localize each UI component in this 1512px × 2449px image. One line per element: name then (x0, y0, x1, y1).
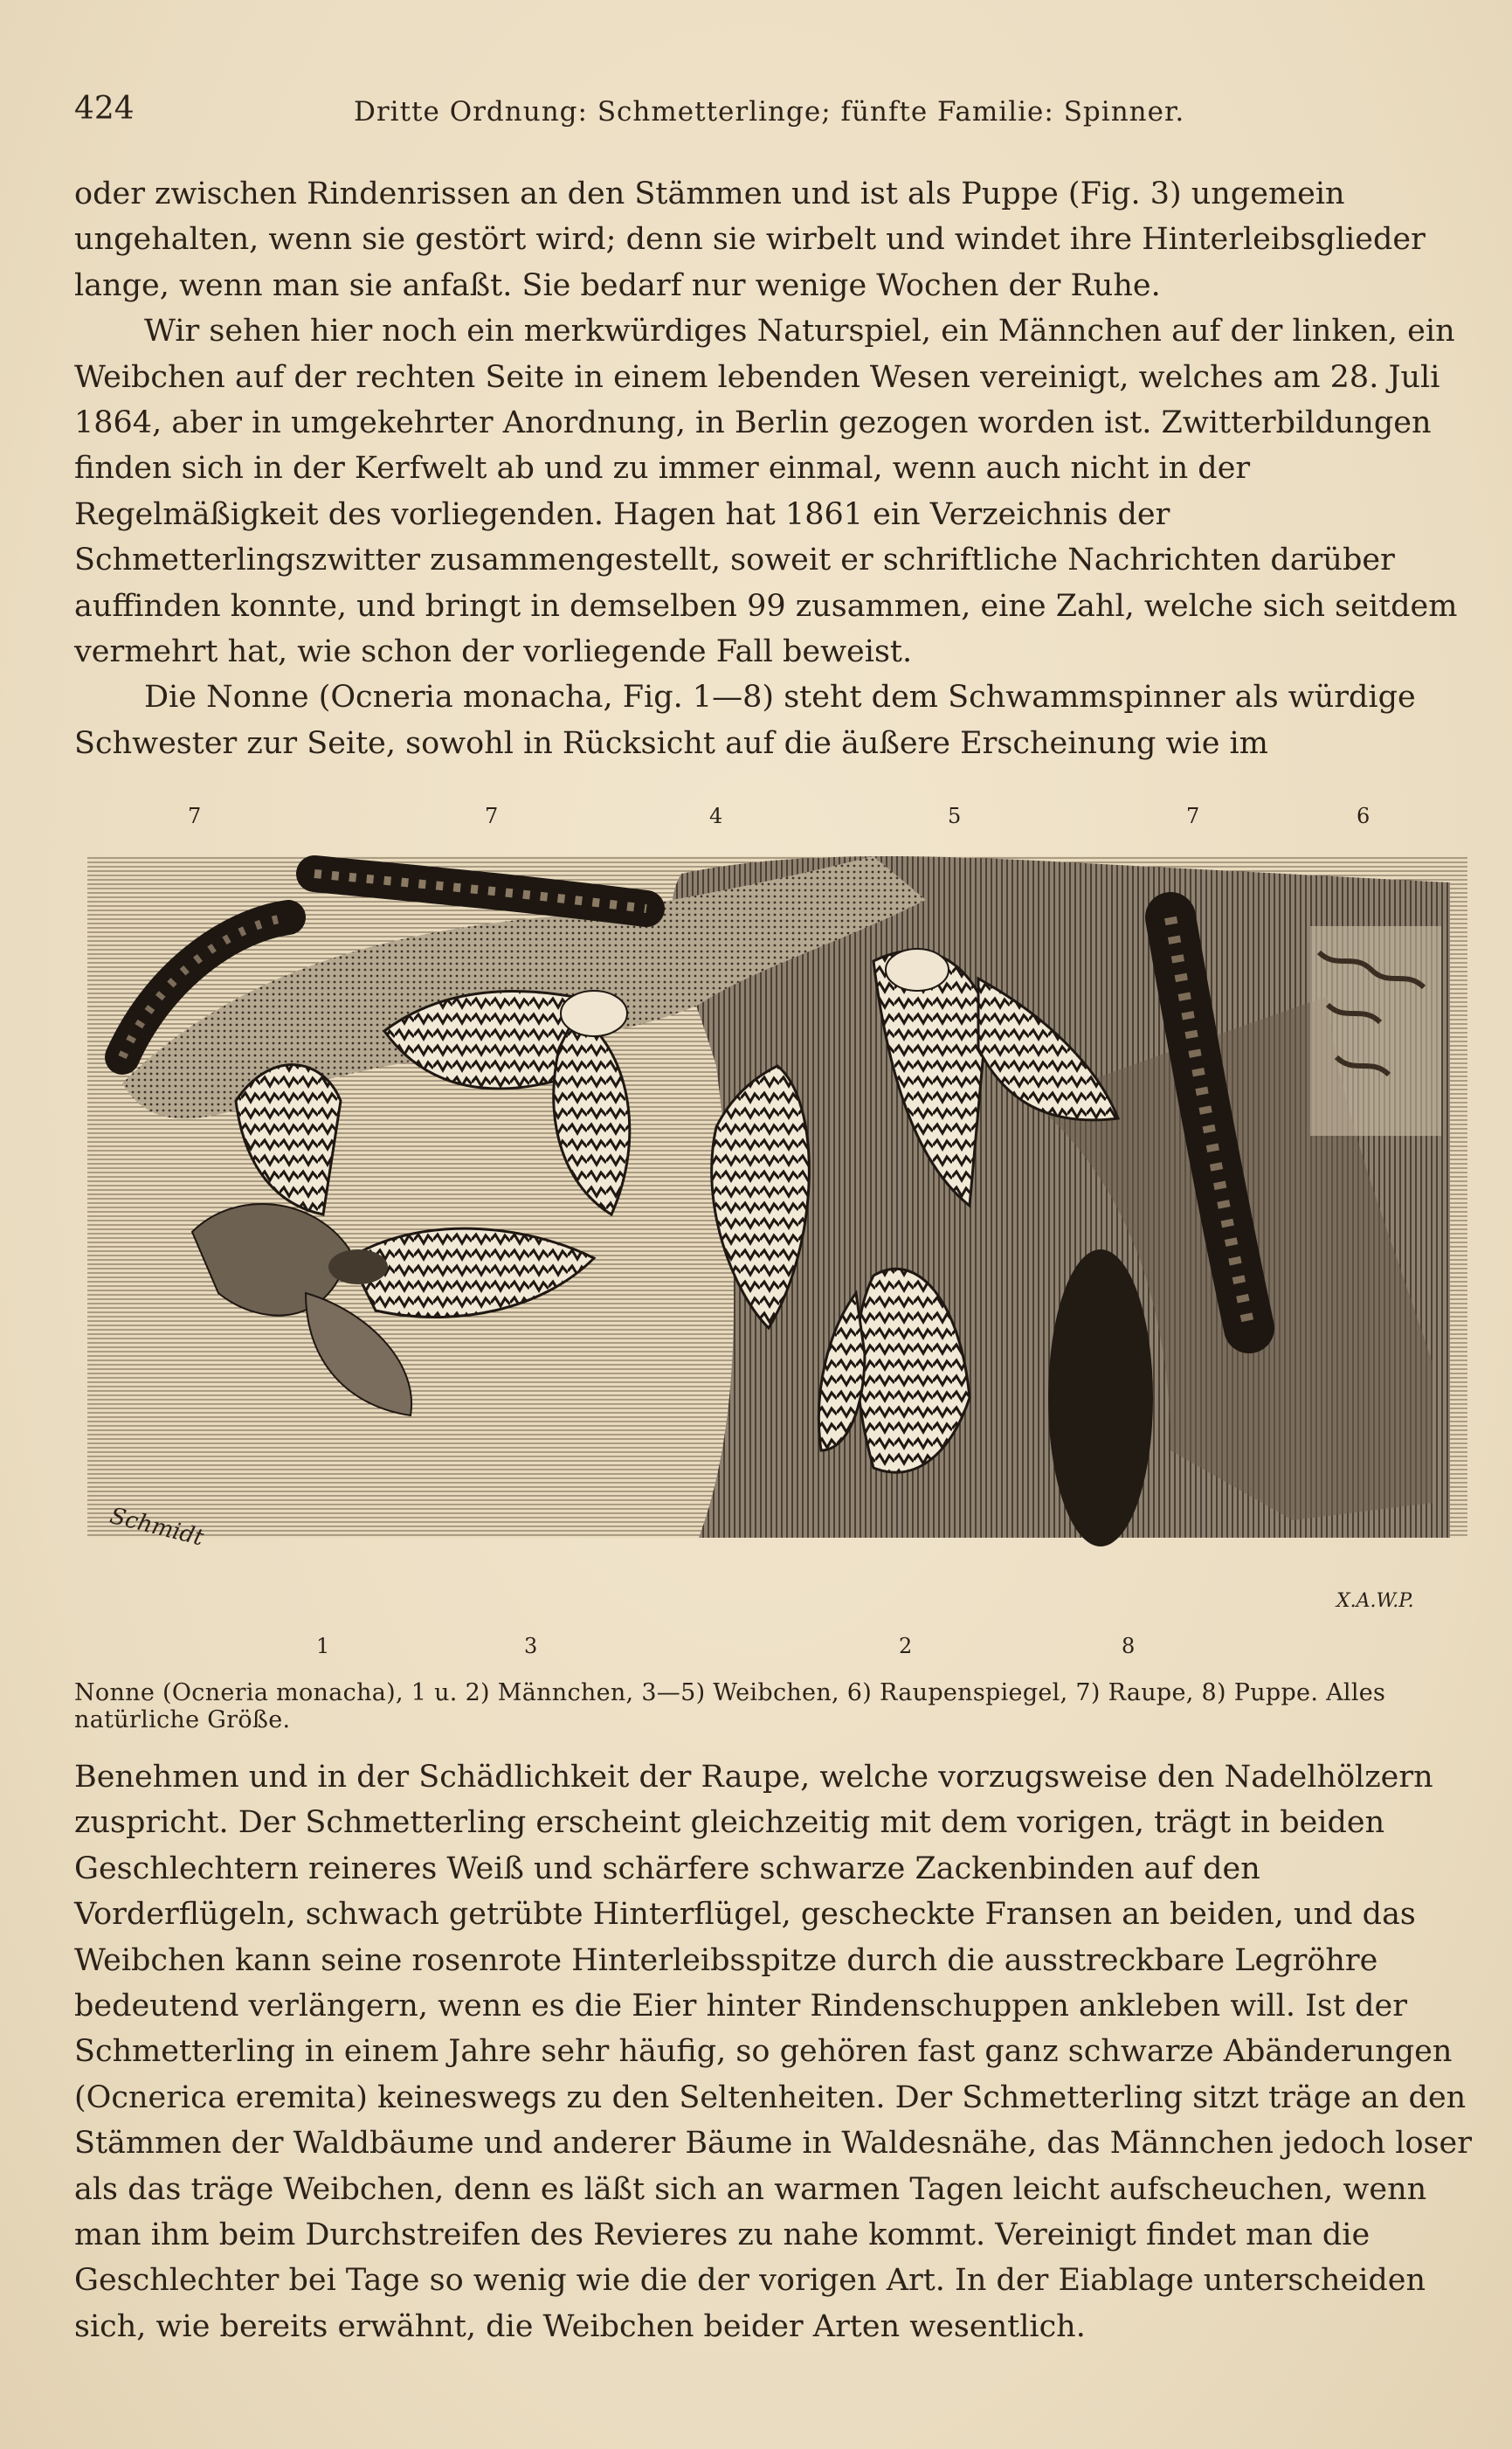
engraver-signature: Schmidt (107, 1503, 206, 1552)
figure-number-label: 1 (316, 1634, 330, 1658)
text-block-top (74, 171, 1472, 766)
pupa (1048, 1249, 1153, 1546)
figure-number-label: 4 (709, 804, 723, 828)
figure-number-label: 8 (1122, 1634, 1136, 1658)
engraving (87, 839, 1467, 1573)
paragraph: Benehmen und in der Schädlichkeit der Raupe, welche vorzugsweise den Nadelhölzern zuspricht. Der Schmetterling erscheint gleichzeitig mit dem vorigen, trägt in beiden Geschlechtern reineres Weiß und schärfere schwarze Zackenbinden auf den Vorderflügeln, schwach getrübte Hinterflügel, gescheckte Fransen an beiden, und das Weibchen kann seine rosenrote Hinterleibsspitze durch die ausstreckbare Legröhre bedeutend verlängern, wenn es die Eier hinter Rindenschuppen ankleben will. Ist der Schmetterling in einem Jahre sehr häufig, so gehören fast ganz schwarze Abänderungen (Ocnerica eremita) keineswegs zu den Seltenheiten. Der Schmetterling sitzt träge an den Stämmen der Waldbäume und anderer Bäume in Waldesnähe, das Männchen jedoch loser als das träge Weibchen, denn es läßt sich an warmen Tagen leicht aufscheuchen, wenn man ihm beim Durchstreifen des Revieres zu nahe kommt. Vereinigt findet man die Geschlechter bei Tage so wenig wie die der vorigen Art. In der Eiablage unterscheiden sich, wie bereits erwähnt, die Weibchen beider Arten wesentlich. (74, 1760, 1472, 2344)
figure-number-label: 7 (1186, 804, 1200, 828)
figure-number-label: 3 (524, 1634, 538, 1658)
text-block-bottom (74, 1754, 1472, 2349)
paragraph: Wir sehen hier noch ein merkwürdiges Naturspiel, ein Männchen auf der linken, ein Weibchen auf der rechten Seite in einem lebenden Wesen vereinigt, welches am 28. Juli 1864, aber in umgekehrter Anordnung, in Berlin gezogen worden ist. Zwitterbildungen finden sich in der Kerfwelt ab und zu immer einmal, wenn auch nicht in der Regelmäßigkeit des vorliegenden. Hagen hat 1861 ein Verzeichnis der Schmetterlingszwitter zusammengestellt, soweit er schriftliche Nachrichten darüber auffinden konnte, und bringt in demselben 99 zusammen, eine Zahl, welche sich seitdem vermehrt hat, wie schon der vorliegende Fall beweist. (74, 314, 1458, 670)
page-number: 424 (74, 91, 135, 127)
running-head: Dritte Ordnung: Schmetterlinge; fünfte Familie: Spinner. (354, 96, 1185, 128)
nonne-illustration (87, 804, 1467, 1658)
page-header (74, 91, 1454, 135)
figure-number-label: 7 (188, 804, 202, 828)
figure-number-label: 6 (1357, 804, 1370, 828)
caterpillar-mirror (1310, 926, 1441, 1136)
paragraph: oder zwischen Rindenrissen an den Stämmen und ist als Puppe (Fig. 3) ungemein ungehalten, wenn sie gestört wird; denn sie wirbelt und windet ihre Hinterleibsglieder lange, wenn man sie anfaßt. Sie bedarf nur wenige Wochen der Ruhe. (74, 176, 1426, 303)
engraver-signature: X.A.W.P. (1336, 1590, 1414, 1612)
figure-number-label: 7 (485, 804, 499, 828)
figure-number-label: 5 (948, 804, 962, 828)
paragraph: Die Nonne (Ocneria monacha, Fig. 1—8) steht dem Schwammspinner als würdige Schwester zur Seite, sowohl in Rücksicht auf die äußere Erscheinung wie im (74, 680, 1416, 761)
figure-number-label: 2 (899, 1634, 913, 1658)
figure-caption: Nonne (Ocneria monacha), 1 u. 2) Männchen, 3—5) Weibchen, 6) Raupenspiegel, 7) Raupe, 8) Puppe. Alles natürliche Größe. (74, 1679, 1386, 1733)
